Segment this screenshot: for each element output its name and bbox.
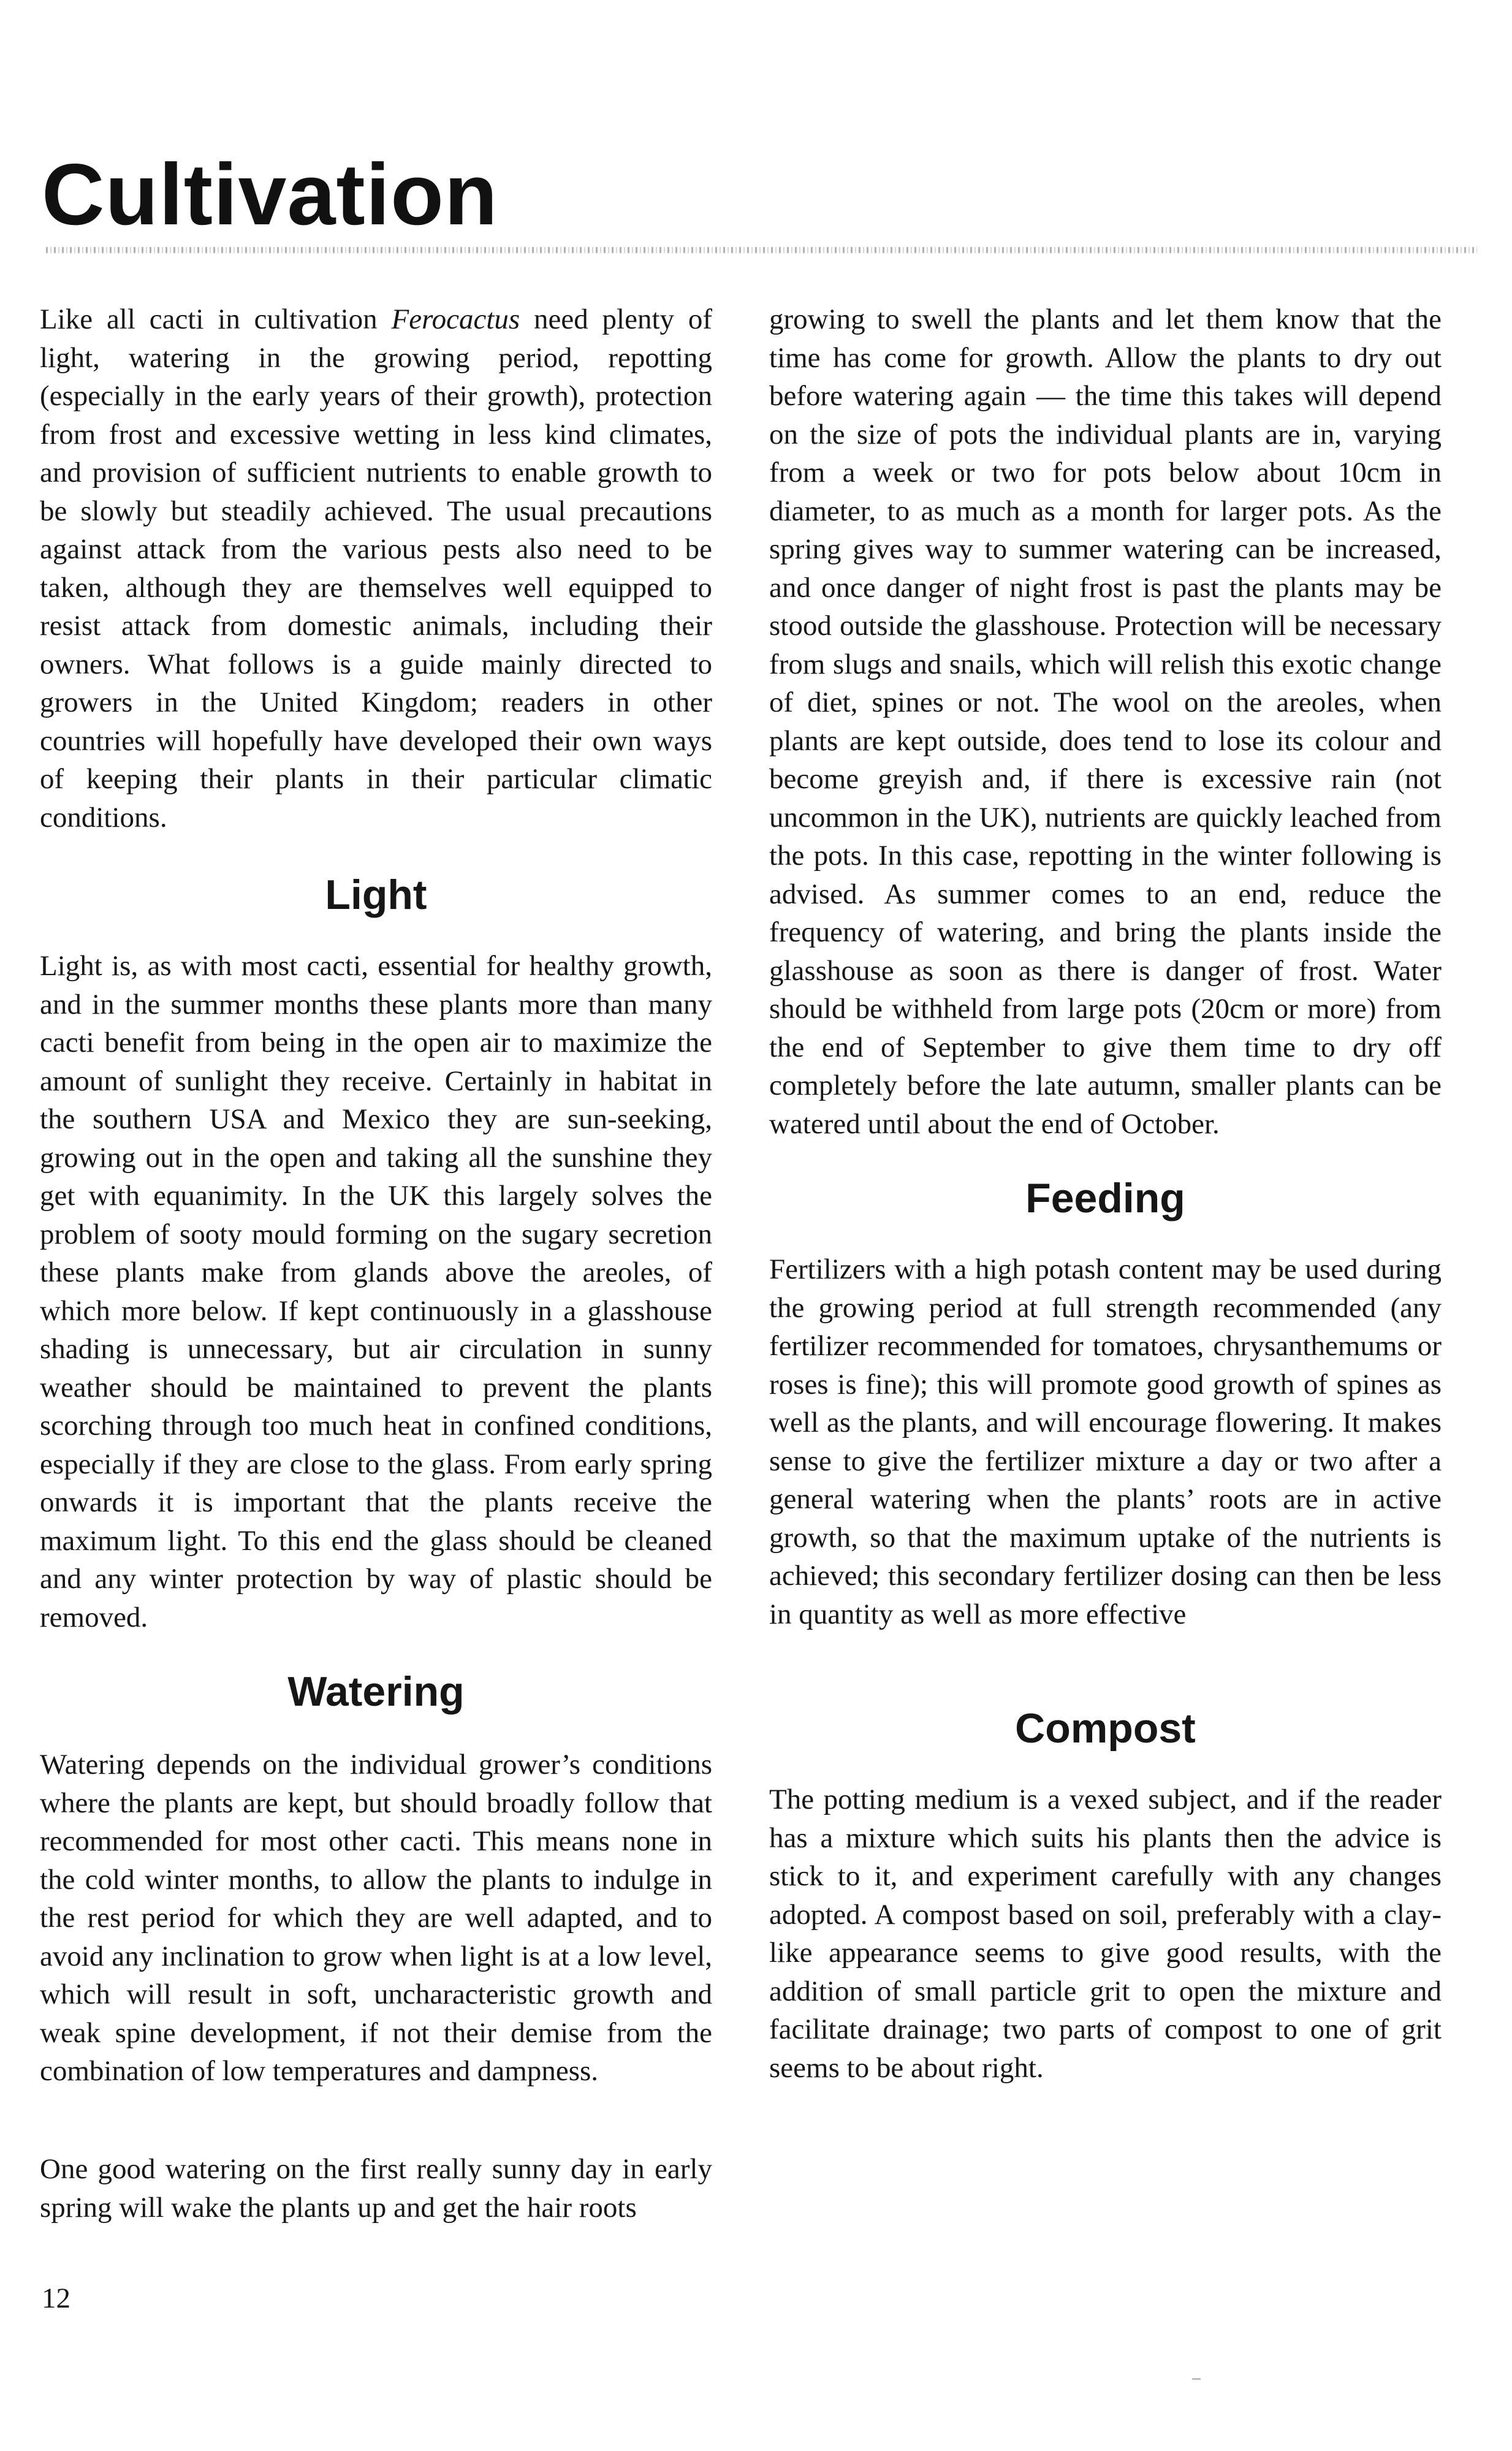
page-number: 12 [42, 2282, 70, 2314]
intro-paragraph: Like all cacti in cultivation Ferocactus need plenty of light, watering in the growing period, repotting (especially in the early years of their growth), protection from frost and excessive wetting in less kind climates, and provision of sufficient nutrients to enable growth to be slowly but steadily achieved. The usual precautions against attack from the various pests also need to be taken, although they are themselves well equipped to resist attack from domestic animals, including their owners. What follows is a guide mainly directed to growers in the United Kingdom; readers in other countries will hopefully have developed their own ways of keeping their plants in their particular climatic conditions. [40, 303, 713, 834]
watering-paragraph-1: Watering depends on the individual grower’s conditions where the plants are kept, but should broadly follow that recommended for most other cacti. This means none in the cold winter months, to allow the plants to indulge in the rest period for which they are well adapted, and to avoid any inclination to grow when light is at a low level, which will result in soft, uncharacteristic growth and weak spine development, if not their demise from the combination of low temperatures and dampness. [40, 1749, 712, 2087]
section-heading-compost: Compost [1015, 1705, 1196, 1752]
title-underline-rule [46, 247, 1477, 253]
section-heading-watering: Watering [287, 1668, 465, 1715]
light-paragraph: Light is, as with most cacti, essential for healthy growth, and in the summer months these plants more than many cacti benefit from being in the open air to maximize the amount of sunlight they receive. Certainly in habitat in the southern USA and Mexico they are sun-seeking, growing out in the open and taking all the sunshine they get with equanimity. In the UK this largely solves the problem of sooty mould forming on the sugary secretion these plants make from glands above the areoles, of which more below. If kept continuously in a glasshouse shading is unnecessary, but air circulation in sunny weather should be maintained to prevent the plants scorching through too much heat in confined conditions, especially if they are close to the glass. From early spring onwards it is important that the plants receive the maximum light. To this end the glass should be cleaned and any winter protection by way of plastic should be removed. [40, 950, 712, 1633]
watering-paragraph-2: One good watering on the first really sunny day in early spring will wake the plants up and get the hair roots [40, 2153, 712, 2224]
genus-name: Ferocactus [391, 303, 520, 335]
watering-paragraph-3: growing to swell the plants and let them know that the time has come for growth. Allow the plants to dry out before watering again — the time this takes will depend on the size of pots the individual plants are in, varying from a week or two for pots below about 10cm in diameter, to as much as a month for larger pots. As the spring gives way to summer watering can be increased, and once danger of night frost is past the plants may be stood outside the glasshouse. Protection will be necessary from slugs and snails, which will relish this exotic change of diet, spines or not. The wool on the areoles, when plants are kept outside, does tend to lose its colour and become greyish and, if there is excessive rain (not uncommon in the UK), nutrients are quickly leached from the pots. In this case, repotting in the winter following is advised. As summer comes to an end, reduce the frequency of watering, and bring the plants inside the glasshouse as soon as there is danger of frost. Water should be withheld from large pots (20cm or more) from the end of September to give them time to dry off completely before the late autumn, smaller plants can be watered until about the end of October. [769, 303, 1442, 1140]
scan-mark [1192, 2378, 1201, 2380]
section-heading-light: Light [325, 872, 427, 918]
feeding-paragraph: Fertilizers with a high potash content may be used during the growing period at full strength recommended (any fertilizer recommended for tomatoes, chrysanthemums or roses is fine); this will promote good growth of spines as well as the plants, and will encourage flowering. It makes sense to give the fertilizer mixture a day or two after a general watering when the plants’ roots are in active growth, so that the maximum uptake of the nutrients is achieved; this secondary fertilizer dosing can then be less in quantity as well as more effective [769, 1253, 1442, 1630]
chapter-title: Cultivation [42, 146, 498, 243]
section-heading-feeding: Feeding [1025, 1175, 1185, 1222]
compost-paragraph: The potting medium is a vexed subject, and if the reader has a mixture which suits his plants then the advice is stick to it, and experiment carefully with any changes adopted. A compost based on soil, preferably with a clay-like appearance seems to give good results, with the addition of small particle grit to open the mixture and facilitate drainage; two parts of compost to one of grit seems to be about right. [769, 1784, 1442, 2084]
